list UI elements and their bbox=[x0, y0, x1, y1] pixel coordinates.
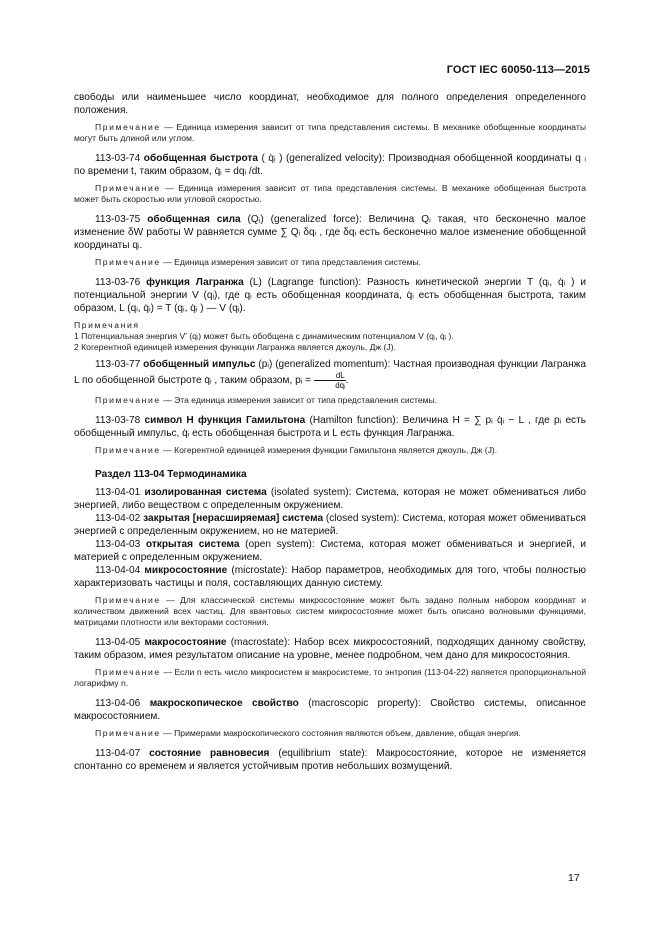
note: Примечание — Единица измерения зависит от типа представления системы. В механике обобщенная быстрота может быть скоростью или угловой скоростью. bbox=[74, 183, 586, 204]
fraction: $\frac{dL}{\text{dq̇ᵢ}}$ bbox=[314, 371, 346, 390]
page-number: 17 bbox=[568, 872, 580, 884]
term-entry-113-03-76: 113-03-76 функция Лагранжа (L) (Lagrange function): Разность кинетической энергии T (qᵢ, q̇ᵢ ) и потенциальной энергии V (qᵢ), где qᵢ есть обобщенная координата, q̇ᵢ есть обобщенная быстрота, таким образом, L (qᵢ, q̇ᵢ) = T (qᵢ, q̇ᵢ ) — V (qᵢ). bbox=[74, 277, 586, 314]
note: Примечание — Для классической системы микросостояние может быть задано полным набором координат и количеством движений всех частиц. Для квантовых систем микросостояние может быть описано волновыми функциями, матрицами плотности или векторами состояния. bbox=[74, 595, 586, 627]
page-body bbox=[74, 91, 586, 773]
term-entry-113-04-04: 113-04-04 микросостояние (microstate): Набор параметров, необходимых для того, чтобы полностью характеризовать частицы и поля, составляющих данную систему. bbox=[74, 565, 586, 589]
note: Примечание — Единица измерения зависит от типа представления системы. bbox=[95, 257, 422, 267]
term-entry-113-04-02: 113-04-02 закрытая [нерасширяемая] система (closed system): Система, которая может обмениваться энергией с определенным окружением, но не материей. bbox=[74, 513, 586, 537]
term-entry-113-04-07: 113-04-07 состояние равновесия (equilibrium state): Макросостояние, которое не изменяется спонтанно со временем и является устойчивым против небольших возмущений. bbox=[74, 748, 586, 772]
standard-header: ГОСТ IEC 60050-113—2015 bbox=[446, 64, 590, 76]
note: Примечание — Если n есть число микросистем в макросистеме, то энтропия (113-04-22) является пропорциональной логарифму n. bbox=[74, 667, 586, 688]
note: Примечание — Когерентной единицей измерения функции Гамильтона является джоуль, Дж (J). bbox=[95, 445, 498, 455]
term-entry-113-04-05: 113-04-05 макросостояние (macrostate): Набор всех микросостояний, подходящих данному свойству, таким образом, имея результатом описание на уровне, менее подробном, чем дано для микросостояния. bbox=[74, 637, 586, 661]
term-entry-113-04-06: 113-04-06 макроскопическое свойство (macroscopic property): Свойство системы, описанное макросостоянием. bbox=[74, 698, 586, 722]
note: Примечание — Единица измерения зависит от типа представления системы. В механике обобщенные координаты могут быть длиной или углом. bbox=[74, 122, 586, 143]
note-item-1: 1 Потенциальная энергия V' (qᵢ) может быть обобщена с динамическим потенциалом V (qᵢ, q̇ᵢ ). bbox=[74, 331, 454, 341]
term-entry-113-03-74: 113-03-74 обобщенная быстрота ( q̇ᵢ ) (generalized velocity): Производная обобщенной координаты q ᵢ по времени t, таким образом, q̇ᵢ = dqᵢ /dt. bbox=[74, 153, 586, 177]
notes-heading: Примечания bbox=[74, 320, 140, 330]
note: Примечание — Примерами макроскопического состояния являются объем, давление, общая энергия. bbox=[95, 728, 521, 738]
term-entry-113-04-03: 113-04-03 открытая система (open system): Система, которая может обмениваться и энергией, и материей с определенным окружением. bbox=[74, 539, 586, 563]
section-heading: Раздел 113-04 Термодинамика bbox=[95, 469, 247, 480]
note: Примечание — Эта единица измерения зависит от типа представления системы. bbox=[95, 395, 438, 405]
term-entry-113-03-75: 113-03-75 обобщенная сила (Qᵢ) (generalized force): Величина Qᵢ такая, что бесконечно малое изменение δW работы W равняется сумме ∑ Qᵢ δqᵢ , где δqᵢ есть бесконечно малое изменение обобщенной координаты qᵢ. bbox=[74, 214, 586, 251]
note-item-2: 2 Когерентной единицей измерения функции Лагранжа является джоуль, Дж (J). bbox=[74, 342, 396, 352]
term-entry-113-03-78: 113-03-78 символ H функция Гамильтона (Hamilton function): Величина H = ∑ pᵢ q̇ᵢ − L , где pᵢ есть обобщенный импульс, q̇ᵢ есть обобщенная быстрота и L есть функция Лагранжа. bbox=[74, 415, 586, 439]
term-entry-113-04-01: 113-04-01 изолированная система (isolated system): Система, которая не может обмениваться либо энергией, либо веществом с определенным окружением. bbox=[74, 487, 586, 511]
term-entry-113-03-77: 113-03-77 обобщенный импульс (pᵢ) (generalized momentum): Частная производная функции Лагранжа L по обобщенной быстроте q̇ᵢ , таким образом, pᵢ = $\frac{dL}{\text{dq̇ᵢ}}$ . bbox=[74, 359, 587, 390]
paragraph-continuation: свободы или наименьшее число координат, необходимое для полного определения определенного положения. bbox=[74, 92, 586, 116]
